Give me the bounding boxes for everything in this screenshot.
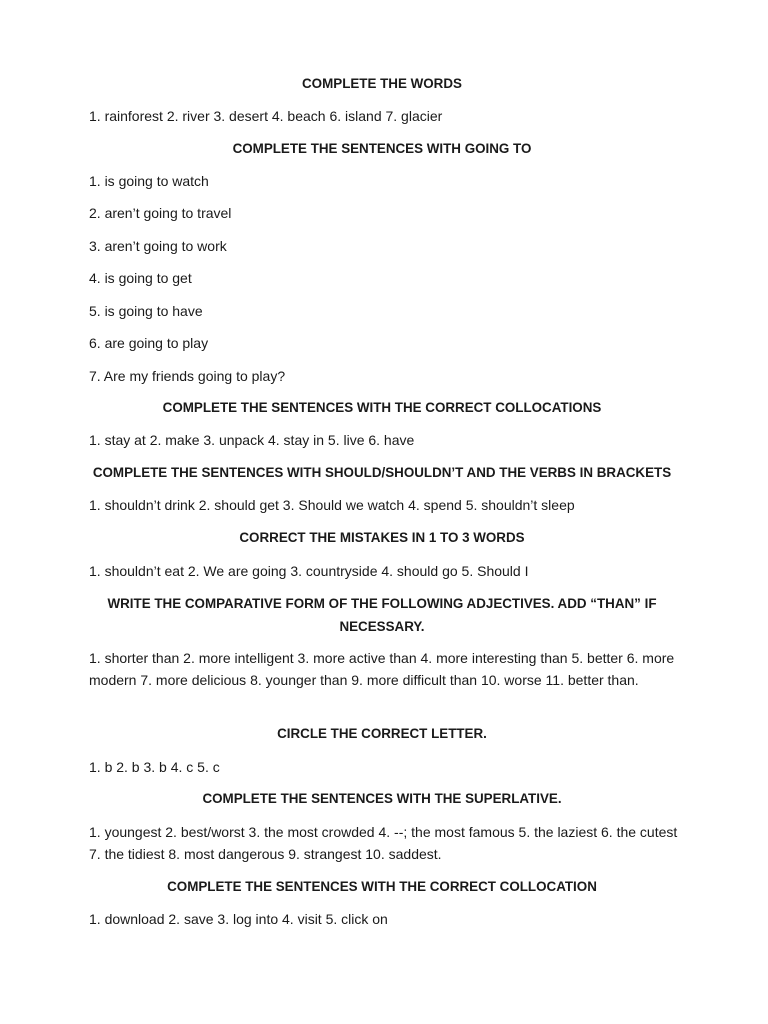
section-heading-collocation-2: COMPLETE THE SENTENCES WITH THE CORRECT COLLOCATION [167,879,597,894]
answers-circle: 1. b 2. b 3. b 4. c 5. c [89,759,220,775]
answers-complete-words: 1. rainforest 2. river 3. desert 4. beach 6. island 7. glacier [89,108,443,124]
section-heading-complete-words: COMPLETE THE WORDS [302,76,462,91]
answers-collocation-2: 1. download 2. save 3. log into 4. visit 5. click on [89,911,388,927]
section-heading-circle: CIRCLE THE CORRECT LETTER. [277,726,487,741]
answers-comparative: 1. shorter than 2. more intelligent 3. more active than 4. more interesting than 5. better 6. more modern 7. more delicious 8. younger than 9. more difficult than 10. worse 11. better than. [89,650,675,688]
section-heading-superlative: COMPLETE THE SENTENCES WITH THE SUPERLATIVE. [202,791,562,806]
answer-going-to-5: 5. is going to have [89,303,203,319]
answer-going-to-7: 7. Are my friends going to play? [89,368,286,384]
answers-collocations: 1. stay at 2. make 3. unpack 4. stay in 5. live 6. have [89,432,415,448]
section-heading-collocations: COMPLETE THE SENTENCES WITH THE CORRECT COLLOCATIONS [162,400,602,415]
answer-going-to-2: 2. aren’t going to travel [89,205,232,221]
answers-superlative: 1. youngest 2. best/worst 3. the most crowded 4. --; the most famous 5. the laziest 6. the cutest 7. the tidiest 8. most dangerous 9. strangest 10. saddest. [89,824,678,862]
section-heading-going-to: COMPLETE THE SENTENCES WITH GOING TO [232,141,532,156]
section-heading-comparative: WRITE THE COMPARATIVE FORM OF THE FOLLOWING ADJECTIVES. ADD “THAN” IF NECESSARY. [107,596,657,634]
answers-should: 1. shouldn’t drink 2. should get 3. Should we watch 4. spend 5. shouldn’t sleep [89,497,575,513]
answer-going-to-3: 3. aren’t going to work [89,238,227,254]
answers-mistakes: 1. shouldn’t eat 2. We are going 3. countryside 4. should go 5. Should I [89,563,529,579]
section-heading-should: COMPLETE THE SENTENCES WITH SHOULD/SHOULDN’T AND THE VERBS IN BRACKETS [92,465,672,480]
section-heading-mistakes: CORRECT THE MISTAKES IN 1 TO 3 WORDS [239,530,525,545]
answer-going-to-1: 1. is going to watch [89,173,209,189]
answer-going-to-6: 6. are going to play [89,335,209,351]
answer-going-to-4: 4. is going to get [89,270,192,286]
